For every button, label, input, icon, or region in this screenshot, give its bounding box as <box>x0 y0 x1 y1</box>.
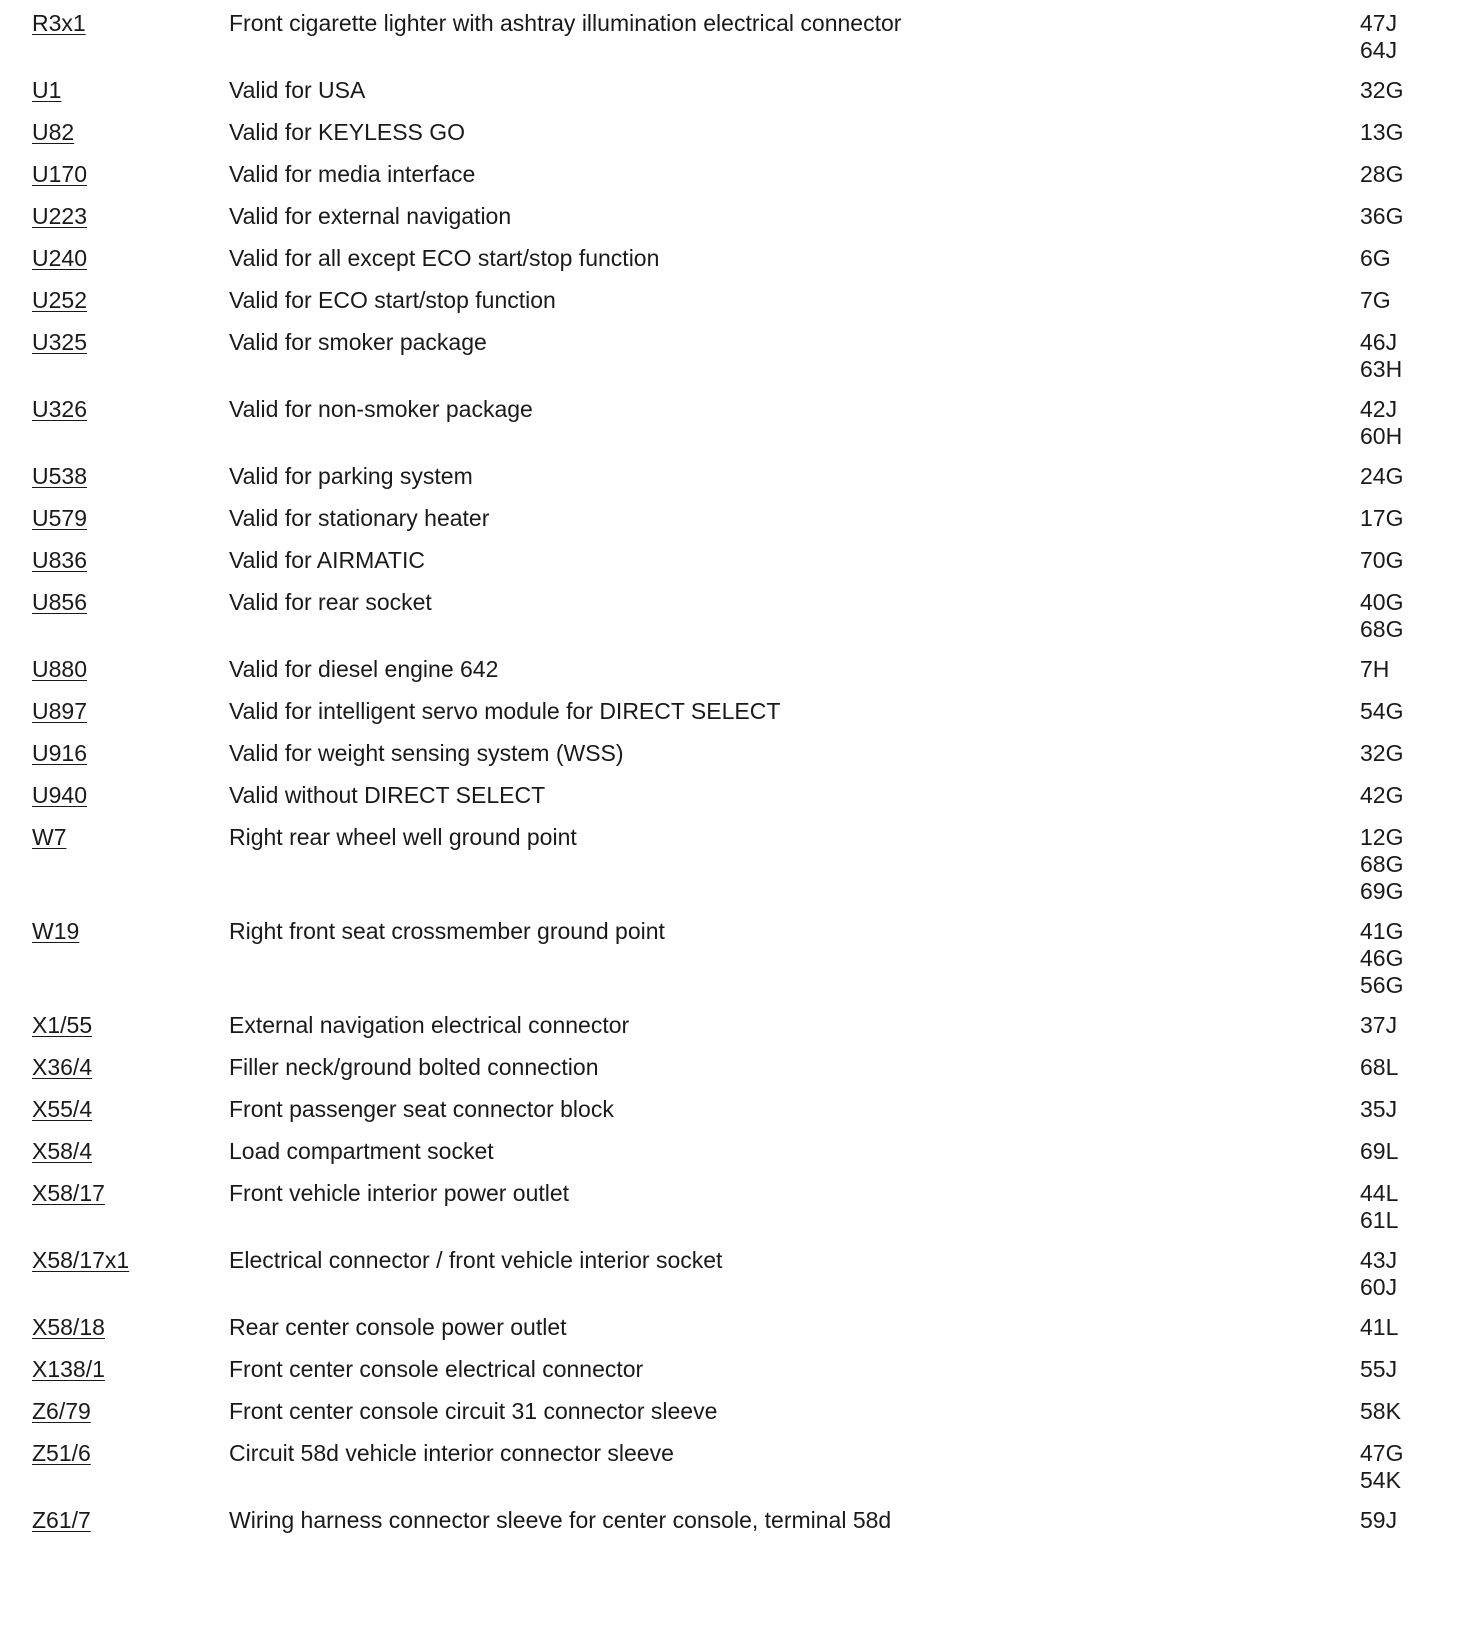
legend-row <box>0 396 1472 450</box>
component-description: Valid for weight sensing system (WSS) <box>229 740 624 766</box>
component-description: Load compartment socket <box>229 1138 494 1164</box>
grid-location: 47G <box>1360 1440 1404 1466</box>
component-code-link[interactable]: U579 <box>32 505 87 531</box>
grid-location-list <box>1360 1398 1401 1425</box>
grid-location: 41G <box>1360 918 1404 944</box>
grid-location-list <box>1360 1012 1397 1039</box>
component-description: Valid for diesel engine 642 <box>229 656 499 682</box>
legend-row <box>0 1398 1472 1425</box>
grid-location-list <box>1360 547 1403 574</box>
legend-row <box>0 505 1472 532</box>
grid-location: 36G <box>1360 203 1404 229</box>
component-description: Valid for rear socket <box>229 589 432 615</box>
legend-row <box>0 119 1472 146</box>
grid-location-list <box>1360 698 1403 725</box>
component-description: Right front seat crossmember ground point <box>229 918 665 944</box>
component-description: Wiring harness connector sleeve for center console, terminal 58d <box>229 1507 892 1533</box>
legend-row <box>0 918 1472 999</box>
grid-location-list <box>1360 463 1403 490</box>
legend-row <box>0 1138 1472 1165</box>
component-description: Valid for USA <box>229 77 366 103</box>
grid-location: 68L <box>1360 1054 1399 1080</box>
component-description: Valid for AIRMATIC <box>229 547 425 573</box>
grid-location: 47J <box>1360 10 1398 36</box>
legend-row <box>0 77 1472 104</box>
legend-row <box>0 203 1472 230</box>
component-code-link[interactable]: U916 <box>32 740 87 766</box>
grid-location: 6G <box>1360 245 1391 271</box>
legend-row <box>0 463 1472 490</box>
grid-location: 68G <box>1360 851 1404 877</box>
grid-location-list <box>1360 245 1391 272</box>
grid-location-list <box>1360 1314 1398 1341</box>
component-legend-table <box>0 10 1472 1549</box>
component-description: Front vehicle interior power outlet <box>229 1180 570 1206</box>
legend-row <box>0 547 1472 574</box>
grid-location-list <box>1360 1247 1397 1301</box>
component-description: Valid for all except ECO start/stop function <box>229 245 660 271</box>
component-code-link[interactable]: U82 <box>32 119 75 145</box>
grid-location: 17G <box>1360 505 1404 531</box>
grid-location-list <box>1360 782 1403 809</box>
component-code-link[interactable]: U940 <box>32 782 87 808</box>
legend-row <box>0 1096 1472 1123</box>
grid-location-list <box>1360 1054 1398 1081</box>
component-description: Right rear wheel well ground point <box>229 824 577 850</box>
grid-location: 12G <box>1360 824 1404 850</box>
grid-location-list <box>1360 824 1403 905</box>
component-code-link[interactable]: X58/18 <box>32 1314 105 1340</box>
legend-row <box>0 1012 1472 1039</box>
legend-row <box>0 245 1472 272</box>
grid-location-list <box>1360 119 1403 146</box>
grid-location: 42J <box>1360 396 1398 422</box>
component-code-link[interactable]: X36/4 <box>32 1054 93 1080</box>
component-code-link[interactable]: U223 <box>32 203 87 229</box>
component-description: Front passenger seat connector block <box>229 1096 614 1122</box>
legend-row <box>0 782 1472 809</box>
legend-row <box>0 1054 1472 1081</box>
component-code-link[interactable]: W19 <box>32 918 80 944</box>
grid-location-list <box>1360 740 1403 767</box>
grid-location: 7G <box>1360 287 1391 313</box>
component-description: Valid for smoker package <box>229 329 487 355</box>
grid-location-list <box>1360 918 1403 999</box>
legend-row <box>0 740 1472 767</box>
component-code-link[interactable]: U836 <box>32 547 87 573</box>
legend-row <box>0 824 1472 905</box>
legend-row <box>0 1507 1472 1534</box>
grid-location: 37J <box>1360 1012 1398 1038</box>
component-code-link[interactable]: U252 <box>32 287 87 313</box>
grid-location-list <box>1360 203 1403 230</box>
component-code-link[interactable]: X1/55 <box>32 1012 93 1038</box>
grid-location-list <box>1360 656 1389 683</box>
grid-location: 40G <box>1360 589 1404 615</box>
component-description: Valid for parking system <box>229 463 473 489</box>
component-description: Valid for non-smoker package <box>229 396 533 422</box>
grid-location: 68G <box>1360 616 1404 642</box>
component-code-link[interactable]: Z51/6 <box>32 1440 91 1466</box>
grid-location-list <box>1360 1356 1397 1383</box>
component-code-link[interactable]: U170 <box>32 161 87 187</box>
grid-location: 46J <box>1360 329 1398 355</box>
component-description: Valid for media interface <box>229 161 476 187</box>
grid-location-list <box>1360 1180 1398 1234</box>
grid-location: 69L <box>1360 1138 1399 1164</box>
component-description: Front cigarette lighter with ashtray illumination electrical connector <box>229 10 902 36</box>
component-code-link[interactable]: U240 <box>32 245 87 271</box>
component-description: Valid for stationary heater <box>229 505 490 531</box>
grid-location: 55J <box>1360 1356 1398 1382</box>
component-code-link[interactable]: W7 <box>32 824 67 850</box>
grid-location: 58K <box>1360 1398 1401 1424</box>
component-code-link[interactable]: U1 <box>32 77 62 103</box>
grid-location: 61L <box>1360 1207 1399 1233</box>
component-code-link[interactable]: X58/17x1 <box>32 1247 130 1273</box>
component-code-link[interactable]: U880 <box>32 656 87 682</box>
grid-location: 46G <box>1360 945 1404 971</box>
component-code-link[interactable]: X138/1 <box>32 1356 105 1382</box>
legend-row <box>0 1247 1472 1301</box>
component-description: Valid without DIRECT SELECT <box>229 782 546 808</box>
grid-location-list <box>1360 1096 1397 1123</box>
grid-location-list <box>1360 329 1402 383</box>
component-code-link[interactable]: X58/4 <box>32 1138 93 1164</box>
grid-location: 60J <box>1360 1274 1398 1300</box>
grid-location-list <box>1360 396 1402 450</box>
grid-location: 44L <box>1360 1180 1399 1206</box>
component-description: Valid for external navigation <box>229 203 512 229</box>
grid-location-list <box>1360 77 1403 104</box>
grid-location: 70G <box>1360 547 1404 573</box>
component-description: Circuit 58d vehicle interior connector sleeve <box>229 1440 674 1466</box>
component-description: Valid for KEYLESS GO <box>229 119 466 145</box>
component-description: Electrical connector / front vehicle interior socket <box>229 1247 723 1273</box>
grid-location-list <box>1360 589 1403 643</box>
grid-location: 54K <box>1360 1467 1401 1493</box>
grid-location: 54G <box>1360 698 1404 724</box>
grid-location: 35J <box>1360 1096 1398 1122</box>
grid-location: 43J <box>1360 1247 1398 1273</box>
grid-location-list <box>1360 161 1403 188</box>
grid-location: 59J <box>1360 1507 1398 1533</box>
grid-location: 42G <box>1360 782 1404 808</box>
legend-row <box>0 656 1472 683</box>
grid-location: 69G <box>1360 878 1404 904</box>
component-code-link[interactable]: R3x1 <box>32 10 86 36</box>
grid-location-list <box>1360 287 1391 314</box>
component-description: Rear center console power outlet <box>229 1314 567 1340</box>
grid-location: 60H <box>1360 423 1403 449</box>
component-description: Valid for ECO start/stop function <box>229 287 556 313</box>
component-code-link[interactable]: U325 <box>32 329 87 355</box>
component-code-link[interactable]: Z61/7 <box>32 1507 91 1533</box>
legend-row <box>0 161 1472 188</box>
grid-location: 41L <box>1360 1314 1399 1340</box>
grid-location: 32G <box>1360 77 1404 103</box>
grid-location: 64J <box>1360 37 1398 63</box>
component-description: Front center console electrical connector <box>229 1356 644 1382</box>
grid-location-list <box>1360 1440 1403 1494</box>
legend-row <box>0 589 1472 643</box>
grid-location: 28G <box>1360 161 1404 187</box>
component-description: Filler neck/ground bolted connection <box>229 1054 599 1080</box>
grid-location: 24G <box>1360 463 1404 489</box>
grid-location: 7H <box>1360 656 1390 682</box>
component-description: External navigation electrical connector <box>229 1012 630 1038</box>
legend-row <box>0 287 1472 314</box>
grid-location-list <box>1360 505 1403 532</box>
component-code-link[interactable]: Z6/79 <box>32 1398 91 1424</box>
legend-row <box>0 10 1472 64</box>
legend-row <box>0 1356 1472 1383</box>
grid-location: 56G <box>1360 972 1404 998</box>
component-code-link[interactable]: U897 <box>32 698 87 724</box>
component-code-link[interactable]: U326 <box>32 396 87 422</box>
grid-location: 13G <box>1360 119 1404 145</box>
grid-location: 63H <box>1360 356 1403 382</box>
component-description: Front center console circuit 31 connector sleeve <box>229 1398 718 1424</box>
component-description: Valid for intelligent servo module for DIRECT SELECT <box>229 698 781 724</box>
component-code-link[interactable]: U856 <box>32 589 87 615</box>
legend-row <box>0 329 1472 383</box>
component-code-link[interactable]: U538 <box>32 463 87 489</box>
legend-row <box>0 1314 1472 1341</box>
grid-location-list <box>1360 1507 1397 1534</box>
component-code-link[interactable]: X55/4 <box>32 1096 93 1122</box>
legend-row <box>0 1180 1472 1234</box>
grid-location: 32G <box>1360 740 1404 766</box>
grid-location-list <box>1360 10 1397 64</box>
component-code-link[interactable]: X58/17 <box>32 1180 105 1206</box>
legend-row <box>0 1440 1472 1494</box>
grid-location-list <box>1360 1138 1398 1165</box>
legend-row <box>0 698 1472 725</box>
